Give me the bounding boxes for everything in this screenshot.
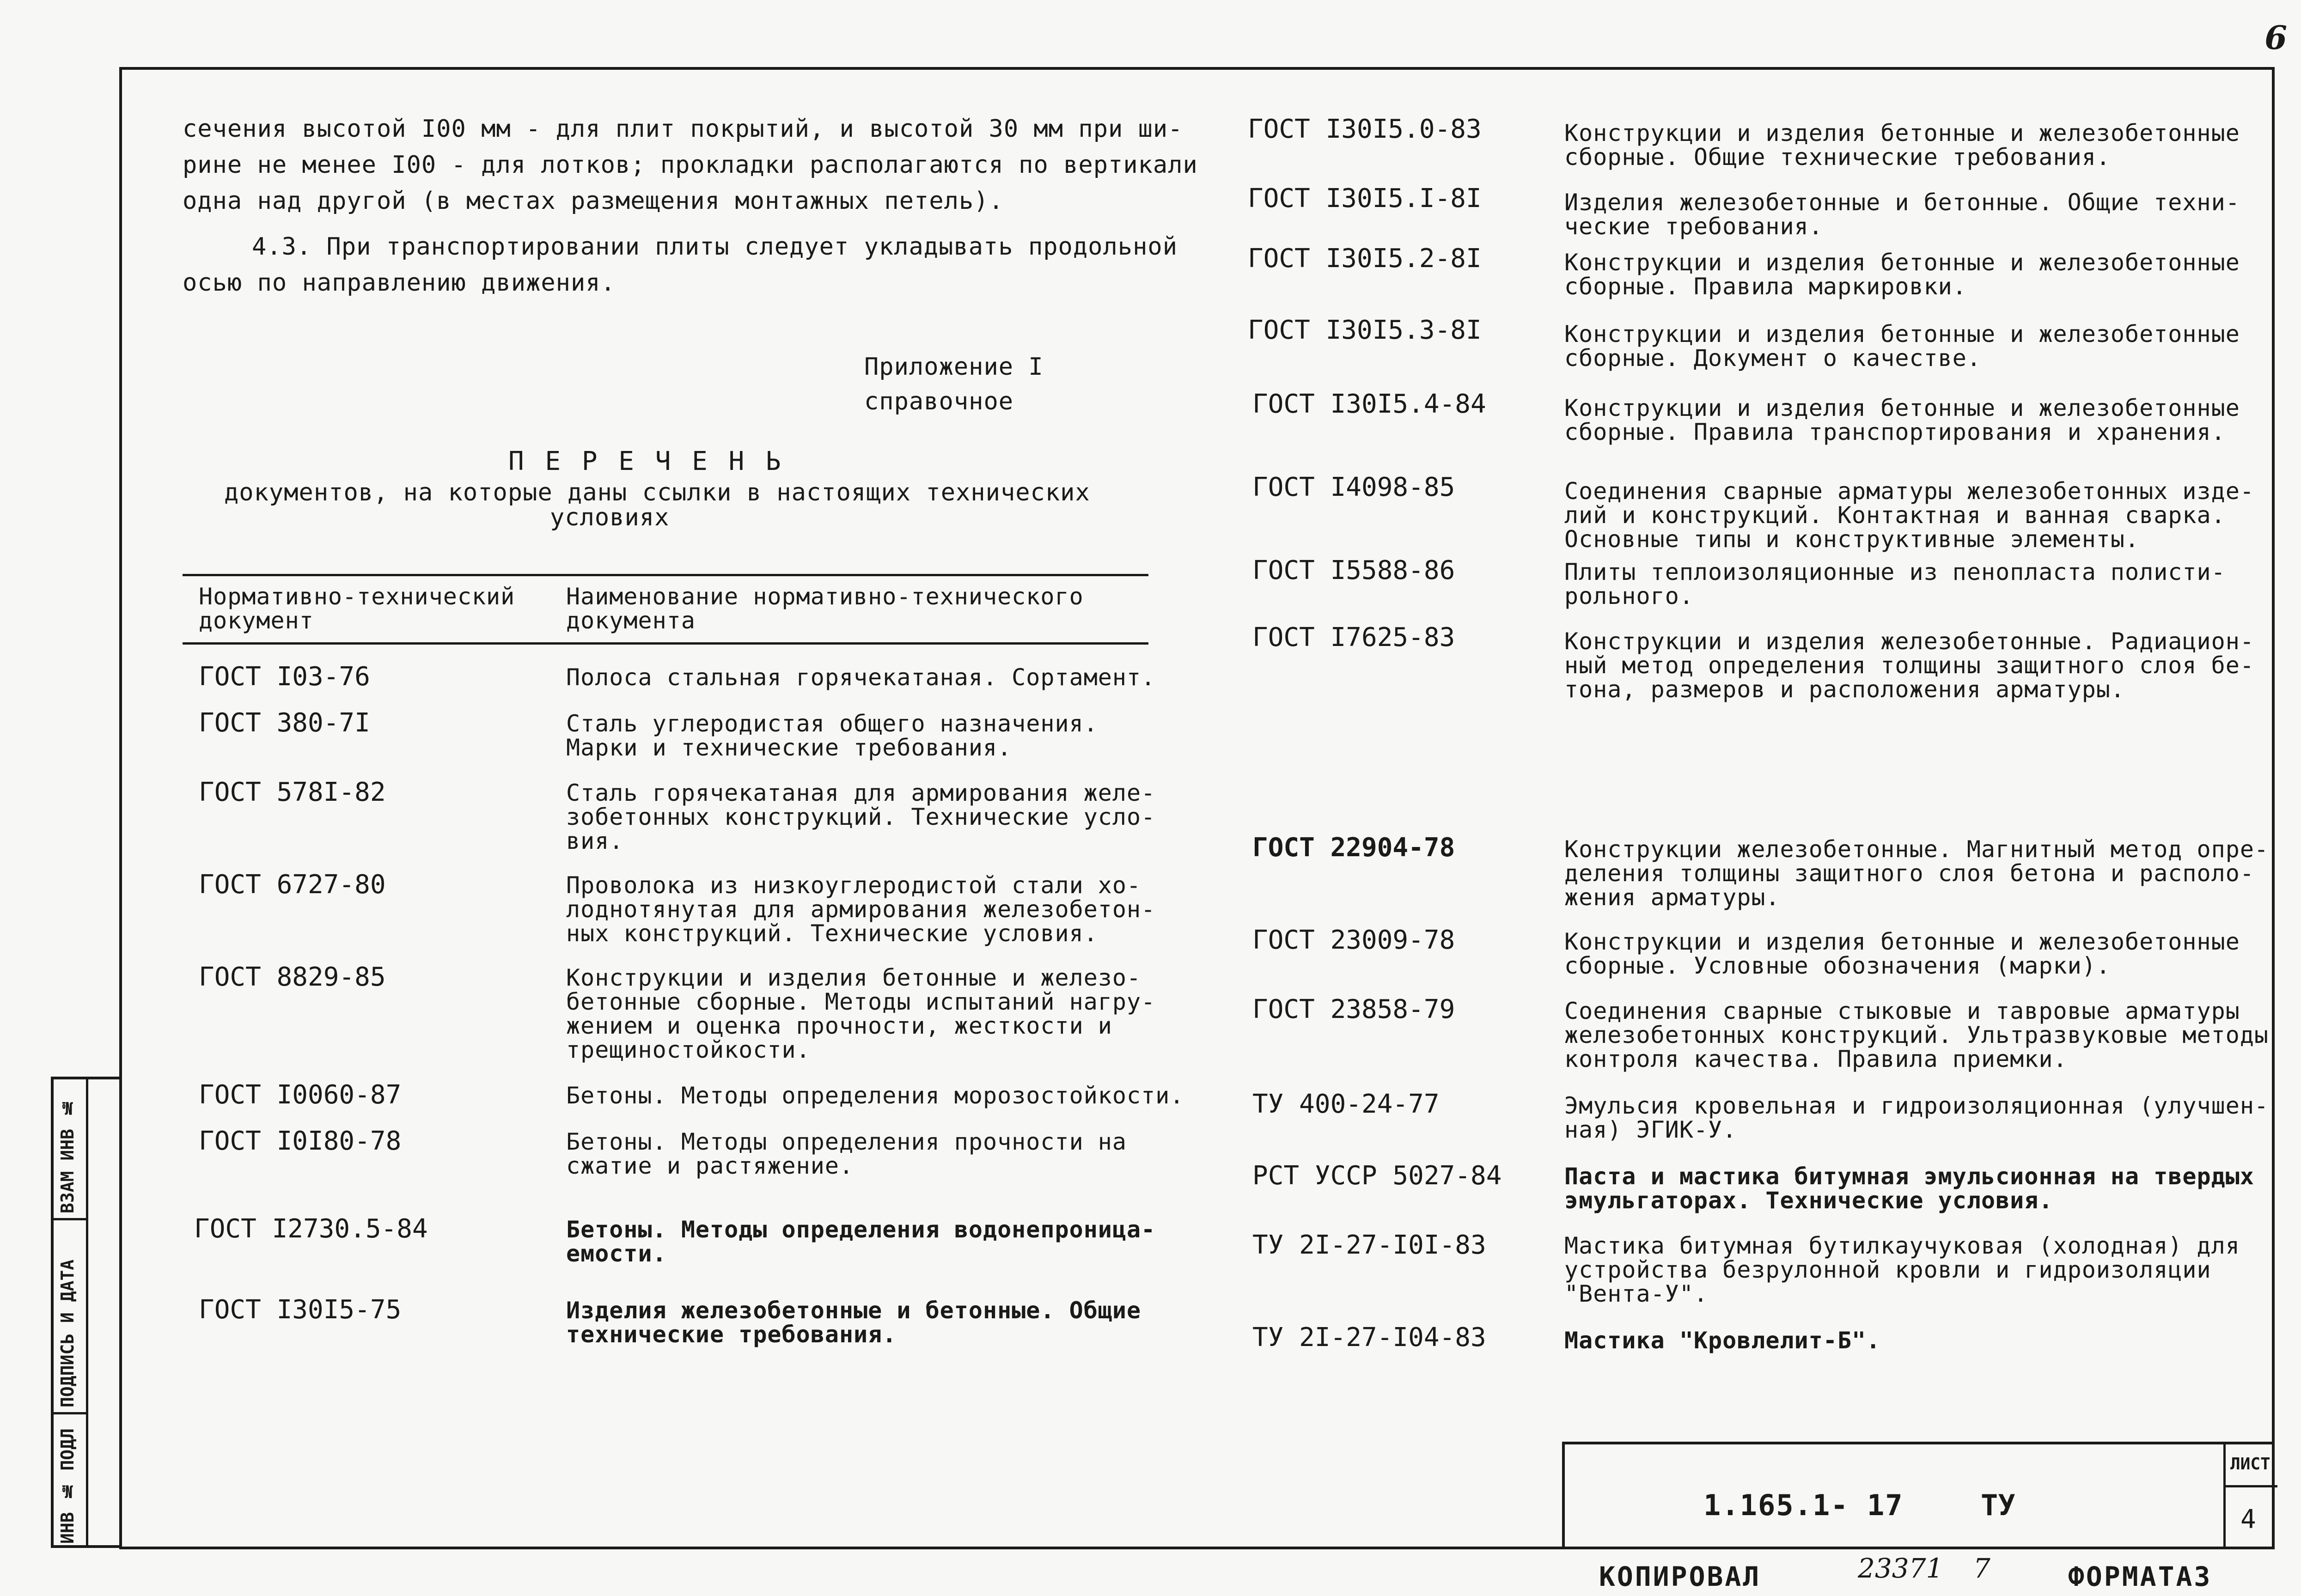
right-doc-code: РСТ УССР 5027-84 [1252, 1161, 1502, 1191]
desc-line: Мастика битумная бутилкаучуковая (холодная) для [1564, 1232, 2240, 1259]
right-doc-desc [1564, 837, 2269, 909]
desc-line: ный метод определения толщины защитного слоя бе- [1564, 652, 2254, 679]
sheet-label: ЛИСТ [2230, 1455, 2270, 1474]
left-doc-desc [566, 1298, 1141, 1346]
stamp-divider [86, 1079, 88, 1545]
desc-line: Бетоны. Методы определения морозостойкости. [566, 1082, 1184, 1109]
left-doc-desc [566, 712, 1098, 760]
desc-line: ческие требования. [1564, 213, 1823, 240]
desc-line: Конструкции и изделия бетонные и железобетонные [1564, 395, 2240, 421]
right-doc-desc [1564, 396, 2240, 444]
desc-line: трещиностойкости. [566, 1036, 811, 1063]
col2-header-line: документа [566, 607, 696, 634]
desc-line: Проволока из низкоуглеродистой стали хо- [566, 872, 1141, 899]
desc-line: Сталь углеродистая общего назначения. [566, 710, 1098, 737]
right-doc-code: ГОСТ I5588-86 [1252, 555, 1455, 585]
desc-line: Конструкции и изделия бетонные и железобетонные [1564, 928, 2240, 955]
desc-line: Конструкции и изделия железобетонные. Радиацион- [1564, 628, 2254, 655]
desc-line: зобетонных конструкций. Технические усло- [566, 804, 1156, 830]
desc-line: Конструкции и изделия бетонные и железобетонные [1564, 120, 2240, 146]
right-doc-code: ГОСТ I30I5.2-8I [1248, 244, 1482, 274]
table-header-rule [183, 642, 1148, 645]
right-doc-code: ГОСТ 22904-78 [1252, 833, 1455, 863]
right-doc-code: ТУ 400-24-77 [1252, 1089, 1440, 1119]
intro-paragraph-1 [183, 111, 1199, 219]
left-doc-code: ГОСТ 8829-85 [199, 962, 386, 992]
right-doc-desc [1564, 1234, 2240, 1306]
right-doc-desc [1564, 1094, 2269, 1142]
right-doc-code: ГОСТ 23858-79 [1252, 994, 1455, 1024]
list-description-line-2: условиях [550, 504, 670, 531]
desc-line: устройства безрулонной кровли и гидроизоляции [1564, 1256, 2211, 1283]
intro-line: рине не менее I00 - для лотков; прокладки располагаются по вертикали [183, 151, 1198, 179]
left-doc-desc [566, 966, 1155, 1062]
stamp-vzam-inv: ВЗАМ ИНВ № [57, 1098, 78, 1213]
desc-line: Соединения сварные арматуры железобетонных изде- [1564, 478, 2254, 505]
footer-kopiroval: КОПИРОВАЛ [1599, 1561, 1761, 1592]
desc-line: рольного. [1564, 583, 1694, 609]
desc-line: Бетоны. Методы определения прочности на [566, 1128, 1127, 1155]
right-doc-desc [1564, 1328, 1880, 1352]
desc-line: деления толщины защитного слоя бетона и располо- [1564, 860, 2254, 887]
right-doc-desc [1564, 629, 2254, 701]
desc-line: Плиты теплоизоляционные из пенопласта полисти- [1564, 559, 2226, 585]
list-heading: П Е Р Е Ч Е Н Ь [508, 446, 784, 476]
desc-line: Бетоны. Методы определения водонепроница- [566, 1216, 1156, 1243]
footer-order-suffix: 7 [1973, 1553, 1990, 1584]
desc-line: сжатие и растяжение. [566, 1152, 854, 1179]
desc-line: технические требования. [566, 1321, 897, 1348]
col1-header [199, 585, 515, 633]
desc-line: Мастика "Кровлелит-Б". [1564, 1327, 1881, 1354]
title-block-separator [2223, 1444, 2226, 1549]
desc-line: жения арматуры. [1564, 884, 1780, 911]
intro-line: осью по направлению движения. [183, 269, 616, 297]
desc-line: "Вента-У". [1564, 1280, 1709, 1307]
desc-line: Соединения сварные стыковые и тавровые арматуры [1564, 998, 2240, 1024]
corner-page-number: 6 [2264, 18, 2287, 57]
desc-line: тона, размеров и расположения арматуры. [1564, 676, 2125, 703]
right-doc-desc [1564, 560, 2226, 608]
right-doc-code: ГОСТ 23009-78 [1252, 925, 1455, 955]
intro-line: сечения высотой I00 мм - для плит покрытий, и высотой 30 мм при ши- [183, 115, 1183, 143]
right-doc-code: ГОСТ I30I5.0-83 [1248, 114, 1482, 144]
left-doc-code: ГОСТ I03-76 [199, 662, 370, 692]
right-doc-code: ТУ 2I-27-I04-83 [1252, 1322, 1486, 1352]
desc-line: лоднотянутая для армирования железобетон- [566, 896, 1156, 923]
left-doc-code: ГОСТ I0060-87 [199, 1080, 402, 1110]
col1-header-line: документ [199, 607, 314, 634]
desc-line: сборные. Правила маркировки. [1564, 273, 1967, 300]
desc-line: бетонные сборные. Методы испытаний нагру- [566, 988, 1156, 1015]
right-doc-desc [1564, 250, 2240, 298]
right-doc-desc [1564, 1164, 2254, 1212]
intro-line: 4.3. При транспортировании плиты следует укладывать продольной [252, 233, 1178, 261]
side-stamp [51, 1077, 119, 1548]
desc-line: Конструкции и изделия бетонные и железо- [566, 964, 1141, 991]
intro-paragraph-2 [183, 229, 1199, 301]
left-doc-desc [566, 781, 1155, 853]
document-type: ТУ [1981, 1488, 2015, 1522]
left-doc-code: ГОСТ 6727-80 [199, 870, 386, 900]
desc-line: железобетонных конструкций. Ультразвуковые методы [1564, 1022, 2269, 1048]
appendix-subtitle: справочное [864, 388, 1014, 415]
title-block [1562, 1442, 2275, 1549]
right-doc-code: ГОСТ I7625-83 [1252, 622, 1455, 652]
left-doc-desc [566, 1130, 1127, 1178]
desc-line: сборные. Правила транспортирования и хранения. [1564, 419, 2226, 445]
stamp-podpis-data: ПОДПИСЬ И ДАТА [57, 1259, 78, 1407]
list-description-line-1: документов, на которые даны ссылки в настоящих технических [224, 479, 1090, 506]
right-doc-code: ТУ 2I-27-I0I-83 [1252, 1230, 1486, 1260]
desc-line: эмульгаторах. Технические условия. [1564, 1187, 2053, 1214]
left-doc-code: ГОСТ I2730.5-84 [194, 1214, 428, 1244]
left-doc-desc [566, 665, 1155, 689]
title-block-sheet-separator [2223, 1485, 2277, 1487]
right-doc-code: ГОСТ I30I5.I-8I [1248, 183, 1482, 213]
col2-header-line: Наименование нормативно-технического [566, 583, 1084, 610]
left-doc-desc [566, 1084, 1184, 1108]
right-doc-code: ГОСТ I30I5.4-84 [1252, 389, 1486, 419]
col1-header-line: Нормативно-технический [199, 583, 515, 610]
desc-line: контроля качества. Правила приемки. [1564, 1046, 2068, 1072]
intro-line: одна над другой (в местах размещения монтажных петель). [183, 187, 1004, 215]
stamp-separator [54, 1218, 86, 1220]
left-doc-code: ГОСТ I30I5-75 [199, 1295, 402, 1325]
desc-line: Полоса стальная горячекатаная. Сортамент. [566, 664, 1156, 691]
desc-line: Основные типы и конструктивные элементы. [1564, 526, 2140, 553]
desc-line: Изделия железобетонные и бетонные. Общие техни- [1564, 189, 2240, 216]
desc-line: Конструкции железобетонные. Магнитный метод опре- [1564, 836, 2269, 863]
desc-line: Эмульсия кровельная и гидроизоляционная (улучшен- [1564, 1092, 2269, 1119]
footer-order-number: 23371 [1858, 1553, 1943, 1584]
desc-line: Изделия железобетонные и бетонные. Общие [566, 1297, 1141, 1324]
desc-line: Паста и мастика битумная эмульсионная на твердых [1564, 1163, 2254, 1190]
right-doc-desc [1564, 190, 2240, 238]
right-doc-desc [1564, 479, 2254, 551]
left-doc-code: ГОСТ 380-7I [199, 708, 370, 738]
right-doc-desc [1564, 322, 2240, 370]
footer-format: ФОРМАТА3 [2068, 1561, 2212, 1592]
desc-line: ная) ЭГИК-У. [1564, 1116, 1737, 1143]
sheet-number: 4 [2240, 1505, 2256, 1535]
document-designation: 1.165.1- 17 [1703, 1488, 1904, 1522]
right-doc-code: ГОСТ I30I5.3-8I [1248, 315, 1482, 345]
desc-line: Марки и технические требования. [566, 734, 1012, 761]
right-doc-desc [1564, 121, 2240, 169]
left-doc-desc [566, 873, 1155, 945]
desc-line: сборные. Условные обозначения (марки). [1564, 952, 2111, 979]
left-doc-code: ГОСТ 578I-82 [199, 777, 386, 807]
left-doc-code: ГОСТ I0I80-78 [199, 1126, 402, 1156]
desc-line: сборные. Общие технические требования. [1564, 144, 2111, 171]
desc-line: сборные. Документ о качестве. [1564, 345, 1981, 372]
desc-line: Конструкции и изделия бетонные и железобетонные [1564, 249, 2240, 276]
appendix-title: Приложение I [864, 353, 1044, 381]
desc-line: лий и конструкций. Контактная и ванная сварка. [1564, 502, 2226, 529]
desc-line: вия. [566, 828, 624, 854]
stamp-inv-podl: ИНВ № ПОДЛ [57, 1428, 78, 1544]
left-doc-desc [566, 1218, 1155, 1266]
desc-line: жением и оценка прочности, жесткости и [566, 1012, 1112, 1039]
desc-line: емости. [566, 1240, 667, 1267]
right-doc-code: ГОСТ I4098-85 [1252, 472, 1455, 502]
desc-line: ных конструкций. Технические условия. [566, 920, 1098, 947]
stamp-separator [54, 1412, 86, 1414]
table-top-rule [183, 574, 1148, 576]
right-doc-desc [1564, 999, 2269, 1071]
col2-header [566, 585, 1084, 633]
desc-line: Сталь горячекатаная для армирования желе- [566, 780, 1156, 806]
desc-line: Конструкции и изделия бетонные и железобетонные [1564, 321, 2240, 347]
right-doc-desc [1564, 930, 2240, 978]
